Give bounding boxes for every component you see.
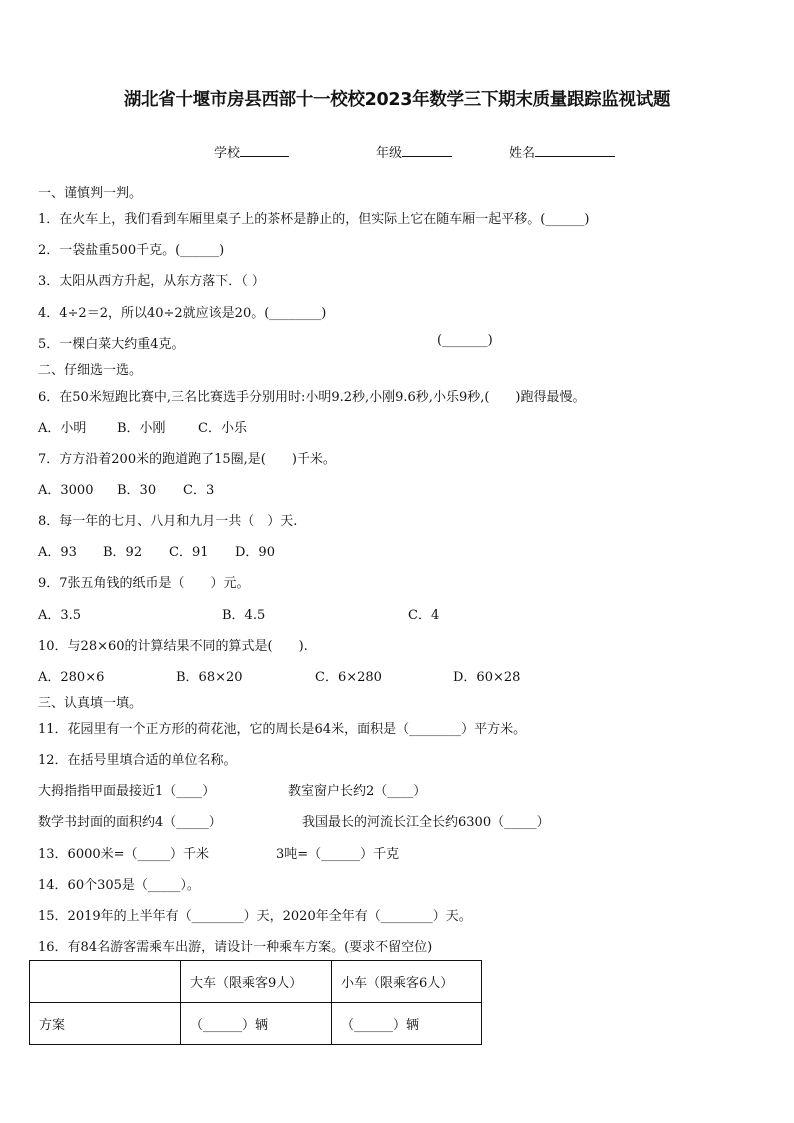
question-13-part-a: 13．6000米=（_____）千米 — [38, 847, 210, 862]
section-heading-3: 三、认真填一填。 — [38, 696, 143, 711]
q9-option-b[interactable]: B．4.5 — [222, 608, 266, 623]
q7-option-b[interactable]: B．30 — [117, 483, 157, 498]
table-header-cell: 小车（限乘客6人） — [332, 961, 482, 1003]
school-label: 学校 — [214, 146, 241, 161]
q10-option-d[interactable]: D．60×28 — [453, 670, 521, 685]
question-11: 11．花园里有一个正方形的荷花池，它的周长是64米，面积是（________）平方米。 — [38, 722, 527, 737]
q6-option-a[interactable]: A．小明 — [38, 421, 87, 436]
table-cell: 方案 — [30, 1003, 181, 1045]
table-header-cell — [30, 961, 181, 1003]
question-2: 2．一袋盐重500千克。(______) — [38, 243, 225, 258]
q6-option-c[interactable]: C．小乐 — [198, 421, 247, 436]
question-13-part-b: 3吨=（______）千克 — [276, 847, 400, 862]
name-field — [509, 142, 615, 161]
q10-option-b[interactable]: B．68×20 — [176, 670, 243, 685]
school-field — [214, 142, 289, 161]
question-7: 7．方方沿着200米的跑道跑了15圈,是( )千米。 — [38, 452, 336, 467]
section-heading-1: 一、谨慎判一判。 — [38, 186, 143, 201]
question-15: 15．2019年的上半年有（________）天，2020年全年有（________）天。 — [38, 909, 472, 924]
q6-option-b[interactable]: B．小刚 — [117, 421, 166, 436]
question-12-item-c: 数学书封面的面积约4（_____） — [38, 815, 222, 830]
q8-option-a[interactable]: A．93 — [38, 545, 77, 560]
q10-option-a[interactable]: A．280×6 — [38, 670, 105, 685]
q9-option-a[interactable]: A．3.5 — [38, 608, 82, 623]
school-blank[interactable] — [240, 143, 289, 157]
q7-option-a[interactable]: A．3000 — [38, 483, 94, 498]
q8-option-d[interactable]: D．90 — [235, 545, 275, 560]
section-heading-2: 二、仔细选一选。 — [38, 363, 143, 378]
q9-option-c[interactable]: C．4 — [408, 608, 440, 623]
q7-option-c[interactable]: C．3 — [183, 483, 215, 498]
seating-plan-table — [29, 960, 482, 1045]
question-5-answer: (_______) — [437, 333, 493, 348]
question-4: 4．4÷2＝2，所以40÷2就应该是20。(________) — [38, 306, 327, 321]
grade-field — [376, 142, 452, 161]
q8-option-b[interactable]: B．92 — [103, 545, 143, 560]
table-row — [30, 1003, 482, 1045]
grade-blank[interactable] — [402, 143, 452, 157]
question-16: 16．有84名游客需乘车出游，请设计一种乘车方案。(要求不留空位) — [38, 940, 433, 955]
question-5: 5．一棵白菜大约重4克。 — [38, 337, 185, 352]
question-12-item-d: 我国最长的河流长江全长约6300（_____） — [302, 815, 550, 830]
name-blank[interactable] — [535, 143, 615, 157]
question-12-item-a: 大拇指指甲面最接近1（____） — [38, 784, 216, 799]
question-1: 1．在火车上，我们看到车厢里桌子上的茶杯是静止的，但实际上它在随车厢一起平移。(______) — [38, 212, 590, 227]
table-header-row — [30, 961, 482, 1003]
q10-option-c[interactable]: C．6×280 — [315, 670, 382, 685]
question-14: 14．60个305是（_____）。 — [38, 878, 200, 893]
question-8: 8．每一年的七月、八月和九月一共（ ）天. — [38, 514, 298, 529]
question-10: 10．与28×60的计算结果不同的算式是( ). — [38, 639, 308, 654]
page-title: 湖北省十堰市房县西部十一校校2023年数学三下期末质量跟踪监视试题 — [123, 90, 671, 110]
question-6: 6．在50米短跑比赛中,三名比赛选手分别用时:小明9.2秒,小刚9.6秒,小乐9秒,( )跑得最慢。 — [38, 390, 586, 405]
name-label: 姓名 — [509, 146, 536, 161]
table-cell[interactable]: （______）辆 — [181, 1003, 332, 1045]
question-12-item-b: 教室窗户长约2（____） — [288, 784, 427, 799]
grade-label: 年级 — [376, 146, 403, 161]
question-3: 3．太阳从西方升起，从东方落下．（ ） — [38, 274, 265, 289]
table-header-cell: 大车（限乘客9人） — [181, 961, 332, 1003]
question-12: 12．在括号里填合适的单位名称。 — [38, 753, 237, 768]
table-cell[interactable]: （______）辆 — [332, 1003, 482, 1045]
q8-option-c[interactable]: C．91 — [169, 545, 209, 560]
question-9: 9．7张五角钱的纸币是（ ）元。 — [38, 576, 250, 591]
